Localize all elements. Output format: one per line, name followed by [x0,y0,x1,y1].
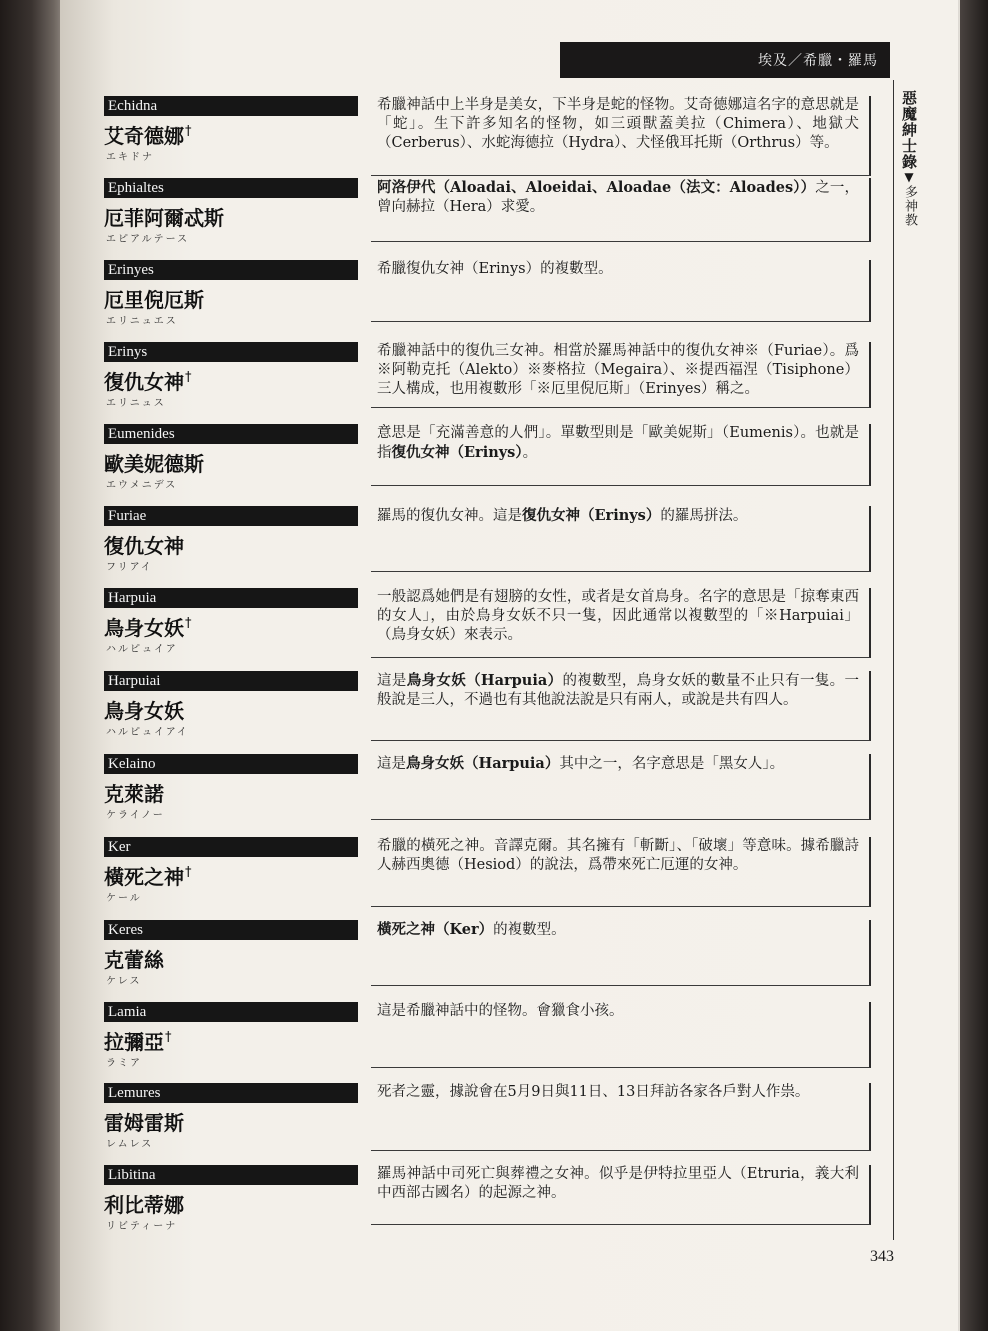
entry-tag: Kelaino [104,754,358,774]
entry-description: 這是希臘神話中的怪物。會獵食小孩。 [371,1002,871,1068]
cross-reference: 橫死之神（Ker） [377,921,494,938]
entry-name: 拉彌亞† [104,1030,172,1054]
entry-kana: エウメニデス [106,480,178,491]
entry-kana: ハルピュイア [106,644,178,655]
entry-description: 橫死之神（Ker）的複數型。 [371,920,871,986]
entry-name: 厄菲阿爾忒斯 [104,206,224,230]
entry-name: 復仇女神 [104,534,184,558]
cross-reference: 鳥身女妖（Harpuia） [406,755,560,772]
entry-description: 阿洛伊代（Aloadai、Aloeidai、Aloadae（法文：Aloades））之一，曾向赫拉（Hera）求愛。 [371,178,871,242]
dagger-mark: † [185,124,192,140]
entry-description: 希臘復仇女神（Erinys）的複數型。 [371,260,871,322]
cross-reference: 復仇女神（Erinys） [391,444,523,461]
entry-name: 鳥身女妖 [104,699,184,723]
dagger-mark: † [185,616,192,632]
entry-description: 這是鳥身女妖（Harpuia）其中之一，名字意思是「黑女人」。 [371,754,871,820]
cross-reference: 復仇女神（Erinys） [522,507,661,524]
dagger-mark: † [185,865,192,881]
sidebar-rule [893,80,918,1240]
entry-name: 鳥身女妖† [104,616,192,640]
entry-tag: Furiae [104,506,358,526]
dagger-mark: † [185,370,192,386]
entry-name: 歐美妮德斯 [104,452,204,476]
entry-kana: エリニュス [106,398,166,409]
entry-name: 利比蒂娜 [104,1193,184,1217]
entry-name: 雷姆雷斯 [104,1111,184,1135]
entry-name: 克蕾絲 [104,948,164,972]
book-cover-edge [960,0,988,1331]
entry-kana: リビティーナ [106,1221,178,1232]
entry-description: 死者之靈，據說會在5月9日與11日、13日拜訪各家各戶對人作祟。 [371,1083,871,1151]
entry-tag: Erinyes [104,260,358,280]
entry-kana: ケール [106,893,142,904]
entry-name: 克萊諾 [104,782,164,806]
entry-tag: Ephialtes [104,178,358,198]
cross-reference: 阿洛伊代（Aloadai、Aloeidai、Aloadae（法文：Aloades）） [377,179,816,196]
sidebar-book-title: 惡魔紳士錄 [900,90,918,170]
entry-tag: Echidna [104,96,358,116]
entry-tag: Ker [104,837,358,857]
page-number: 343 [870,1248,894,1265]
entry-description: 羅馬神話中司死亡與葬禮之女神。似乎是伊特拉里亞人（Etruria，義大利中西部古國名）的起源之神。 [371,1165,871,1225]
entry-description: 希臘神話中上半身是美女，下半身是蛇的怪物。艾奇德娜這名字的意思就是「蛇」。生下許多知名的怪物，如三頭獸蓋美拉（Chimera）、地獄犬（Cerberus）、水蛇海德拉（Hydra）、犬怪俄耳托斯（Orthrus）等。 [371,96,871,176]
entry-kana: ケライノー [106,810,165,821]
entry-kana: エキドナ [106,152,154,163]
entry-tag: Lamia [104,1002,358,1022]
triangle-marker-icon: ▼ [902,170,916,185]
entry-tag: Harpuiai [104,671,358,691]
entry-kana: エピアルテース [106,234,190,245]
entry-kana: ケレス [106,976,142,987]
entry-description: 羅馬的復仇女神。這是復仇女神（Erinys）的羅馬拼法。 [371,506,871,572]
entry-name: 橫死之神† [104,865,192,889]
running-header-title: 埃及／希臘・羅馬 [758,53,878,69]
entry-kana: エリニュエス [106,316,178,327]
sidebar-section: 多神教 [902,185,917,227]
entry-kana: ラミア [106,1058,142,1069]
entry-tag: Eumenides [104,424,358,444]
entry-name: 艾奇德娜† [104,124,192,148]
entry-tag: Keres [104,920,358,940]
entry-kana: レムレス [106,1139,154,1150]
entry-tag: Libitina [104,1165,358,1185]
entry-description: 一般認爲她們是有翅膀的女性，或者是女首鳥身。名字的意思是「掠奪東西的女人」，由於鳥身女妖不只一隻，因此通常以複數型的「※Harpuiai」（鳥身女妖）來表示。 [371,588,871,658]
entry-description: 希臘神話中的復仇三女神。相當於羅馬神話中的復仇女神※（Furiae）。爲※阿勒克托（Alekto）※麥格拉（Megaira）、※提西福涅（Tisiphone）三人構成，也用複數形「※厄里倪厄斯」（Erinyes）稱之。 [371,342,871,408]
entry-name: 厄里倪厄斯 [104,288,204,312]
running-header [560,42,890,78]
entry-tag: Harpuia [104,588,358,608]
entry-description: 希臘的橫死之神。音譯克爾。其名擁有「斬斷」、「破壞」等意味。據希臘詩人赫西奧德（Hesiod）的說法，爲帶來死亡厄運的女神。 [371,837,871,907]
sidebar-title [900,90,918,227]
entry-kana: ハルピュイアイ [106,727,189,738]
cross-reference: 鳥身女妖（Harpuia） [406,672,563,689]
entry-kana: フリアイ [106,562,153,573]
entry-name: 復仇女神† [104,370,192,394]
entry-description: 這是鳥身女妖（Harpuia）的複數型，鳥身女妖的數量不止只有一隻。一般說是三人，不過也有其他說法說是只有兩人，或說是共有四人。 [371,671,871,741]
entry-description: 意思是「充滿善意的人們」。單數型則是「歐美妮斯」（Eumenis）。也就是指復仇女神（Erinys）。 [371,424,871,486]
entry-tag: Erinys [104,342,358,362]
dagger-mark: † [165,1030,172,1046]
entry-tag: Lemures [104,1083,358,1103]
